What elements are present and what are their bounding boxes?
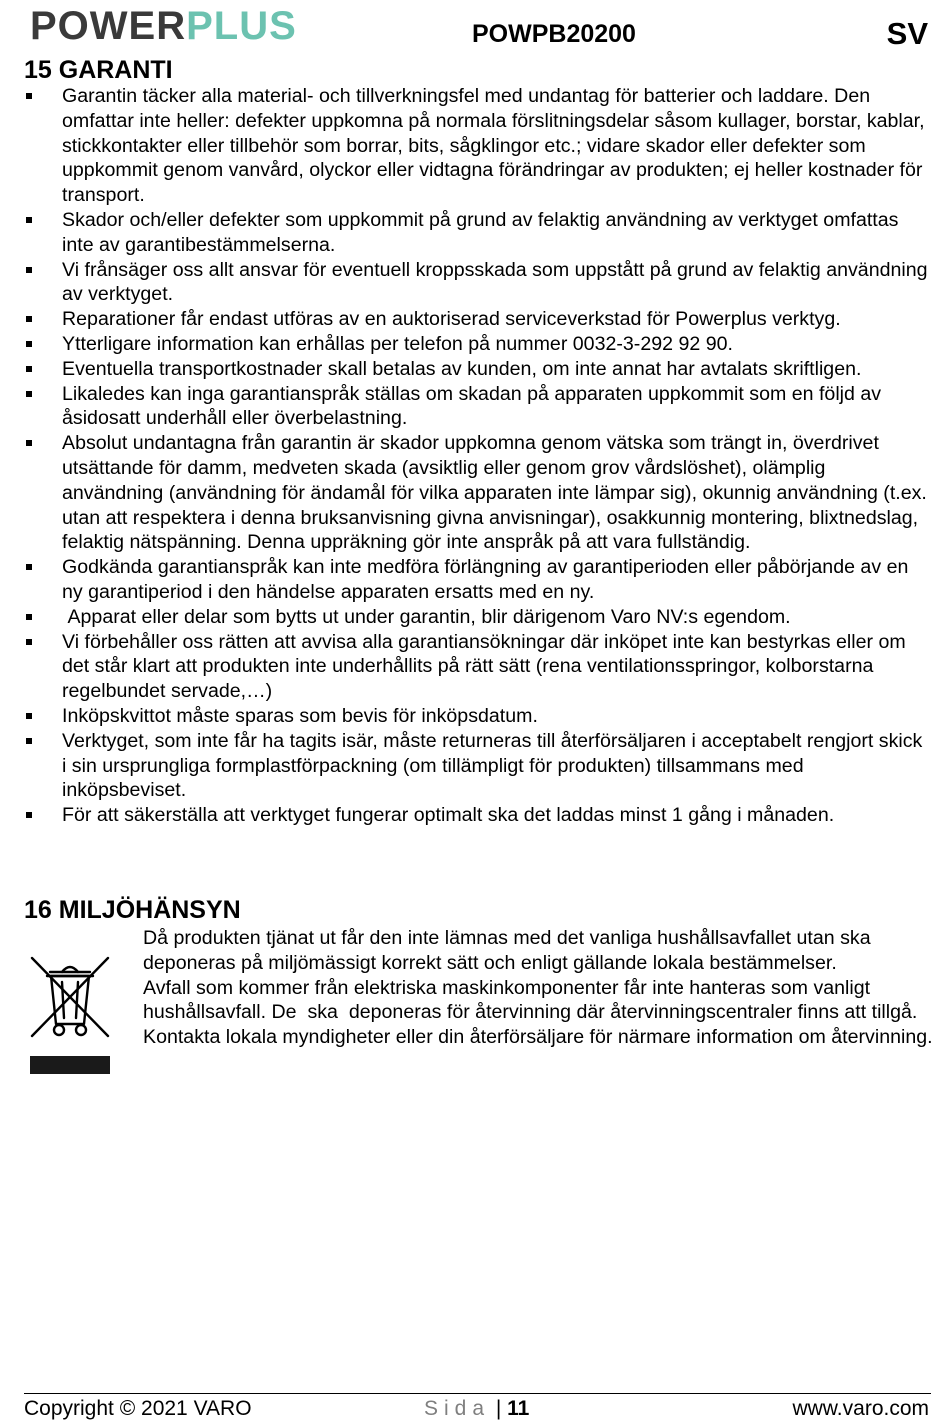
list-item: Likaledes kan inga garantianspråk ställas om skadan på apparaten uppkommit som en följd av åsidosatt underhåll eller överbelastning.: [24, 382, 929, 432]
website-link[interactable]: www.varo.com: [792, 1397, 929, 1420]
crossed-out-wheelie-bin-icon: [26, 950, 114, 1078]
bullet-icon: [26, 639, 32, 645]
language-code: SV: [886, 16, 928, 51]
bullet-icon: [26, 366, 32, 372]
bullet-icon: [26, 812, 32, 818]
bullet-icon: [26, 440, 32, 446]
copyright-text: Copyright © 2021 VARO: [24, 1397, 252, 1420]
list-item: Inköpskvittot måste sparas som bevis för inköpsdatum.: [24, 704, 929, 729]
list-item: Skador och/eller defekter som uppkommit på grund av felaktig användning av verktyget omfattas inte av garantibestämmelserna.: [24, 208, 929, 258]
environment-text: [143, 926, 938, 1050]
bullet-icon: [26, 564, 32, 570]
logo-power-text: POWER: [30, 4, 187, 48]
list-item: För att säkerställa att verktyget fungerar optimalt ska det laddas minst 1 gång i månaden.: [24, 803, 929, 828]
list-item: Eventuella transportkostnader skall betalas av kunden, om inte annat har avtalats skriftligen.: [24, 357, 929, 382]
environment-paragraph-1: Då produkten tjänat ut får den inte lämnas med det vanliga hushållsavfallet utan ska deponeras på miljömässigt korrekt sätt och enligt gällande lokala bestämmelser.: [143, 927, 871, 974]
model-number: POWPB20200: [472, 20, 636, 48]
bullet-icon: [26, 93, 32, 99]
bullet-icon: [26, 341, 32, 347]
section-title-warranty: 15 GARANTI: [24, 56, 173, 84]
list-item: Vi frånsäger oss allt ansvar för eventuell kroppsskada som uppstått på grund av felaktig användning av verktyget.: [24, 258, 929, 308]
warranty-list: [24, 84, 929, 828]
section-title-environment: 16 MILJÖHÄNSYN: [24, 896, 241, 924]
page-separator: |: [490, 1397, 508, 1420]
list-item: Reparationer får endast utföras av en auktoriserad serviceverkstad för Powerplus verktyg.: [24, 307, 929, 332]
list-item: Vi förbehåller oss rätten att avvisa alla garantiansökningar där inköpet inte kan bestyrkas eller om det står klart att produkten inte underhållits på rätt sätt (rena ventilationsspringor, kolborstarna regelbundet servade,…): [24, 630, 929, 704]
list-item: Godkända garantianspråk kan inte medföra förlängning av garantiperioden eller påbörjande av en ny garantiperiod i den händelse apparaten ersatts med en ny.: [24, 555, 929, 605]
bullet-icon: [26, 267, 32, 273]
page-number: 11: [507, 1397, 530, 1420]
page-header: [0, 0, 950, 56]
logo-plus-text: PLUS: [186, 4, 297, 48]
powerplus-logo: [30, 4, 297, 48]
list-item: Garantin täcker alla material- och tillverkningsfel med undantag för batterier och laddare. Den omfattar inte heller: defekter uppkomna på normala förslitningsdelar såsom kullager, borstar, kablar, stickkontakter eller tillbehör som borrar, bits, sågklingor etc.; vidare skador eller defekter som uppkommit genom vanvård, olyckor eller vidtagna förändringar av produkten; ej heller kostnader för transport.: [24, 84, 929, 208]
bullet-icon: [26, 217, 32, 223]
bullet-icon: [26, 316, 32, 322]
bullet-icon: [26, 614, 32, 620]
list-item: Apparat eller delar som bytts ut under garantin, blir därigenom Varo NV:s egendom.: [24, 605, 929, 630]
page-indicator: [424, 1396, 529, 1422]
bullet-icon: [26, 391, 32, 397]
page-footer: [24, 1396, 929, 1422]
footer-divider: [24, 1393, 931, 1394]
page-label: Sida: [424, 1397, 491, 1420]
environment-paragraph-2: Avfall som kommer från elektriska maskinkomponenter får inte hanteras som vanligt hushållsavfall. De ska deponeras för återvinning där återvinningscentraler finns att tillgå. Kontakta lokala myndigheter eller din återförsäljare för närmare information om återvinning.: [143, 976, 933, 1049]
list-item: Ytterligare information kan erhållas per telefon på nummer 0032-3-292 92 90.: [24, 332, 929, 357]
bullet-icon: [26, 738, 32, 744]
list-item: Absolut undantagna från garantin är skador uppkomna genom vätska som trängt in, överdrivet utsättande för damm, medveten skada (avsiktlig eller genom grov vårdslöshet), olämplig användning (användning för ändamål för vilka apparaten inte lämpar sig), okunnig användning (t.ex. utan att respektera i denna bruksanvisning givna anvisningar), osakkunnig montering, blixtnedslag, felaktig nätspänning. Denna uppräkning gör inte anspråk på att vara fullständig.: [24, 431, 929, 555]
bullet-icon: [26, 713, 32, 719]
list-item: Verktyget, som inte får ha tagits isär, måste returneras till återförsäljaren i acceptabelt rengjort skick i sin ursprungliga formplastförpackning (om tillämpligt för produkten) tillsammans med inköpsbeviset.: [24, 729, 929, 803]
